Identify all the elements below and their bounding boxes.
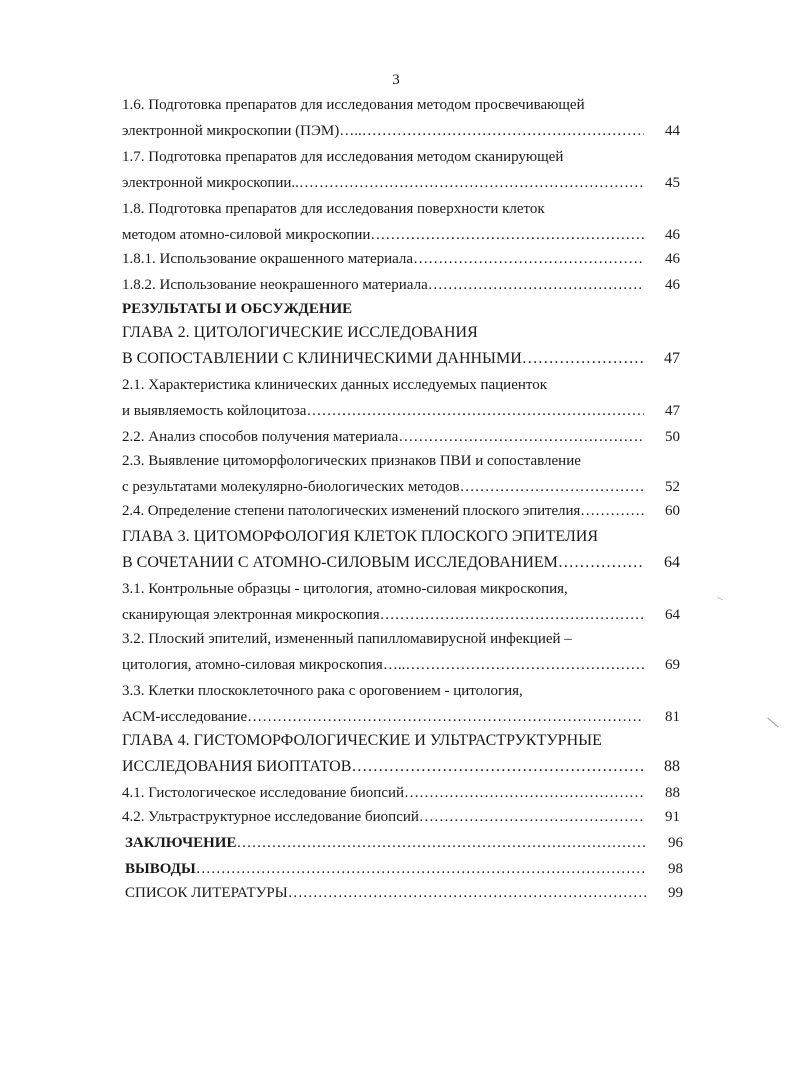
toc-chapter-heading xyxy=(122,728,680,754)
toc-leader-dots xyxy=(306,398,644,424)
toc-leader-dots xyxy=(196,856,647,882)
toc-entry-text: 4.1. Гистологическое исследование биопсий xyxy=(122,785,405,801)
toc-entry-page: 99 xyxy=(668,885,683,901)
toc-entry xyxy=(122,804,680,830)
toc-leader-dots xyxy=(404,780,644,806)
toc-entry-page: 91 xyxy=(665,809,680,825)
toc-entry-page: 47 xyxy=(664,350,680,367)
toc-line xyxy=(122,92,642,118)
toc-entry-page: 69 xyxy=(665,657,680,673)
toc-entry-text: 2.1. Характеристика клинических данных исследуемых пациенток xyxy=(122,377,548,393)
toc-entry xyxy=(122,118,680,144)
toc-chapter-heading xyxy=(122,524,680,550)
toc-entry xyxy=(122,424,680,450)
toc-line xyxy=(122,448,642,474)
page-number: 3 xyxy=(392,72,400,88)
toc-entry xyxy=(122,780,680,806)
toc-entry-page: 88 xyxy=(664,758,680,775)
toc-entry-text: ИССЛЕДОВАНИЯ БИОПТАТОВ xyxy=(122,758,352,775)
toc-line xyxy=(122,576,642,602)
toc-entry-page: 45 xyxy=(665,175,680,191)
toc-entry-text: 1.8.2. Использование неокрашенного материала xyxy=(122,277,428,293)
toc-entry-text: электронной микроскопии (ПЭМ)….. xyxy=(122,123,362,139)
toc-entry-text: ГЛАВА 3. ЦИТОМОРФОЛОГИЯ КЛЕТОК ПЛОСКОГО ЭПИТЕЛИЯ xyxy=(122,528,599,545)
toc-entry-page: 81 xyxy=(665,709,680,725)
toc-entry-text: 3.3. Клетки плоскоклеточного рака с ороговением - цитология, xyxy=(122,683,523,699)
toc-leader-dots xyxy=(299,170,644,196)
toc-entry xyxy=(122,704,680,730)
toc-entry-text: ГЛАВА 4. ГИСТОМОРФОЛОГИЧЕСКИЕ И УЛЬТРАСТРУКТУРНЫЕ xyxy=(122,732,602,749)
toc-leader-dots xyxy=(236,830,647,856)
toc-entry xyxy=(122,602,680,628)
toc-entry xyxy=(122,170,680,196)
toc-leader-dots xyxy=(288,880,647,906)
toc-entry-text: электронной микроскопии.. xyxy=(122,175,299,191)
toc-entry-page: 44 xyxy=(665,123,680,139)
toc-entry-text: цитология, атомно-силовая микроскопия….. xyxy=(122,657,406,673)
toc-leader-dots xyxy=(362,118,644,144)
toc-entry xyxy=(122,652,680,678)
toc-leader-dots xyxy=(380,602,644,628)
toc-leader-dots xyxy=(413,246,644,272)
toc-entry-page: 98 xyxy=(668,861,683,877)
toc-entry-page: 46 xyxy=(665,227,680,243)
toc-entry-text: 3.2. Плоский эпителий, измененный папилломавирусной инфекцией – xyxy=(122,631,572,647)
toc-entry-page: 96 xyxy=(668,835,683,851)
toc-line xyxy=(122,678,642,704)
toc-line xyxy=(122,372,642,398)
toc-leader-dots xyxy=(580,498,644,524)
toc-entry-text: 1.8.1. Использование окрашенного материала xyxy=(122,251,414,267)
toc-leader-dots xyxy=(405,652,644,678)
toc-entry-text: РЕЗУЛЬТАТЫ И ОБСУЖДЕНИЕ xyxy=(122,301,353,317)
toc-entry-text: В СОЧЕТАНИИ С АТОМНО-СИЛОВЫМ ИССЛЕДОВАНИЕМ xyxy=(122,554,558,571)
toc-entry-text: 3.1. Контрольные образцы - цитология, атомно-силовая микроскопия, xyxy=(122,581,568,597)
toc-entry xyxy=(122,246,680,272)
toc-entry xyxy=(122,272,680,298)
toc-entry xyxy=(122,754,680,780)
toc-entry-page: 47 xyxy=(665,403,680,419)
toc-entry-page: 88 xyxy=(665,785,680,801)
toc-entry xyxy=(122,398,680,424)
toc-entry xyxy=(122,550,680,576)
toc-entry-page: 64 xyxy=(664,554,680,571)
toc-entry-page: 46 xyxy=(665,277,680,293)
toc-entry xyxy=(125,880,683,906)
toc-leader-dots xyxy=(398,424,644,450)
toc-entry-text: В СОПОСТАВЛЕНИИ С КЛИНИЧЕСКИМИ ДАННЫМИ xyxy=(122,350,522,367)
toc-entry-text: ЗАКЛЮЧЕНИЕ xyxy=(125,835,237,851)
toc-entry-text: 2.3. Выявление цитоморфологических признаков ПВИ и сопоставление xyxy=(122,453,581,469)
toc-entry-page: 46 xyxy=(665,251,680,267)
toc-entry-text: 1.7. Подготовка препаратов для исследования методом сканирующей xyxy=(122,149,564,165)
scan-artifact-dot xyxy=(717,597,723,601)
toc-entry xyxy=(122,474,680,500)
toc-line xyxy=(122,196,642,222)
toc-entry-page: 64 xyxy=(665,607,680,623)
toc-leader-dots xyxy=(370,222,644,248)
toc-entry-page: 52 xyxy=(665,479,680,495)
toc-leader-dots xyxy=(247,704,644,730)
toc-line xyxy=(122,144,642,170)
toc-entry-text: методом атомно-силовой микроскопии xyxy=(122,227,371,243)
toc-entry-page: 50 xyxy=(665,429,680,445)
toc-entry-text: АСМ-исследование xyxy=(122,709,248,725)
toc-entry xyxy=(122,222,680,248)
toc-entry-text: сканирующая электронная микроскопия xyxy=(122,607,380,623)
toc-leader-dots xyxy=(419,804,644,830)
toc-entry-text: ГЛАВА 2. ЦИТОЛОГИЧЕСКИЕ ИССЛЕДОВАНИЯ xyxy=(122,324,478,341)
toc-entry-text: 4.2. Ультраструктурное исследование биопсий xyxy=(122,809,419,825)
toc-entry-text: СПИСОК ЛИТЕРАТУРЫ xyxy=(125,885,288,901)
toc-leader-dots xyxy=(558,550,644,576)
toc-entry-text: 2.2. Анализ способов получения материала xyxy=(122,429,399,445)
toc-entry xyxy=(125,830,683,856)
toc-entry-text: 1.6. Подготовка препаратов для исследования методом просвечивающей xyxy=(122,97,585,113)
toc-entry-text: 1.8. Подготовка препаратов для исследования поверхности клеток xyxy=(122,201,545,217)
scan-artifact-mark xyxy=(767,718,778,728)
toc-entry xyxy=(122,346,680,372)
toc-chapter-heading xyxy=(122,320,680,346)
toc-leader-dots xyxy=(351,754,644,780)
toc-entry-text: и выявляемость койлоцитоза xyxy=(122,403,307,419)
toc-leader-dots xyxy=(428,272,644,298)
toc-leader-dots xyxy=(522,346,644,372)
toc-entry-text: 2.4. Определение степени патологических изменений плоского эпителия xyxy=(122,503,581,519)
toc-entry xyxy=(125,856,683,882)
toc-entry-text: ВЫВОДЫ xyxy=(125,861,196,877)
toc-entry-text: с результатами молекулярно-биологических методов xyxy=(122,479,460,495)
toc-leader-dots xyxy=(460,474,644,500)
toc-entry xyxy=(122,498,680,524)
toc-section-heading xyxy=(122,296,680,322)
toc-entry-page: 60 xyxy=(665,503,680,519)
toc-line xyxy=(122,626,642,652)
